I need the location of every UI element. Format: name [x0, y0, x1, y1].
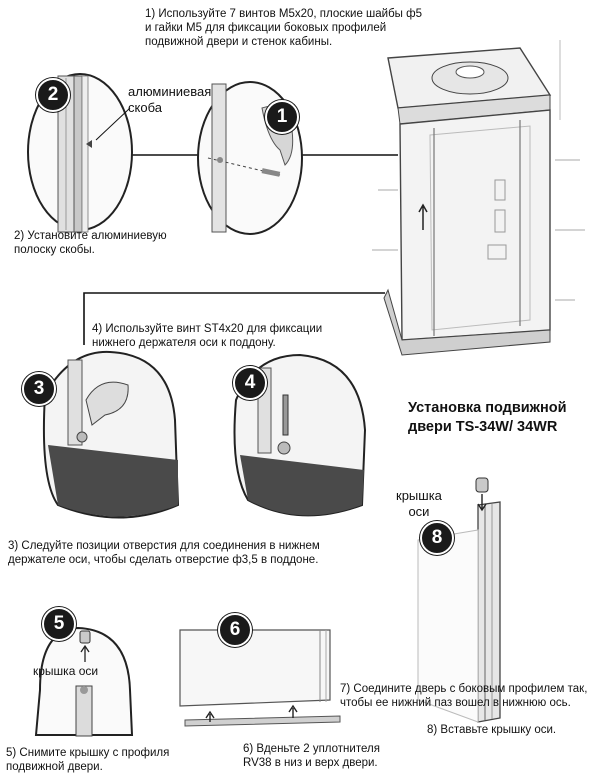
badge-step-8: 8 — [420, 521, 454, 555]
step-8-text: 8) Вставьте крышку оси. — [427, 724, 557, 736]
badge-step-2: 2 — [36, 78, 70, 112]
label-bracket: алюминиевая скоба — [128, 84, 212, 115]
badge-step-3: 3 — [22, 372, 56, 406]
step-2-text: 2) Установите алюминиевую полоску скобы. — [14, 230, 167, 256]
label-cap-top: крышка оси — [396, 488, 442, 519]
badge-step-4: 4 — [233, 366, 267, 400]
badge-step-5: 5 — [42, 607, 76, 641]
step-3-text: 3) Следуйте позиции отверстия для соединения в нижнем держателе оси, чтобы сделать отверстие ф3,5 в поддоне. — [8, 540, 320, 566]
label-cap-small: крышка оси — [33, 664, 99, 678]
step-4-text: 4) Используйте винт ST4x20 для фиксации нижнего держателя оси к поддону. — [92, 323, 323, 349]
shower-cabin-illustration — [372, 40, 585, 355]
detail-circle-5 — [36, 628, 132, 736]
door-panel-6 — [180, 630, 340, 726]
step-6-text: 6) Вденьте 2 уплотнителя RV38 в низ и верх двери. — [243, 743, 380, 769]
step-1-text: 1) Используйте 7 винтов M5x20, плоские шайбы ф5 и гайки M5 для фиксации боковых профилей подвижной двери и стенок кабины. — [145, 8, 422, 48]
detail-circle-3 — [44, 352, 178, 518]
badge-step-1: 1 — [265, 100, 299, 134]
step-7-text: 7) Соедините дверь с боковым профилем так, чтобы ее нижний паз вошел в нижнюю ось. — [340, 683, 588, 709]
step-5-text: 5) Снимите крышку с профиля подвижной двери. — [6, 747, 170, 773]
badge-step-6: 6 — [218, 613, 252, 647]
page-title: Установка подвижной двери TS-34W/ 34WR — [408, 400, 567, 435]
